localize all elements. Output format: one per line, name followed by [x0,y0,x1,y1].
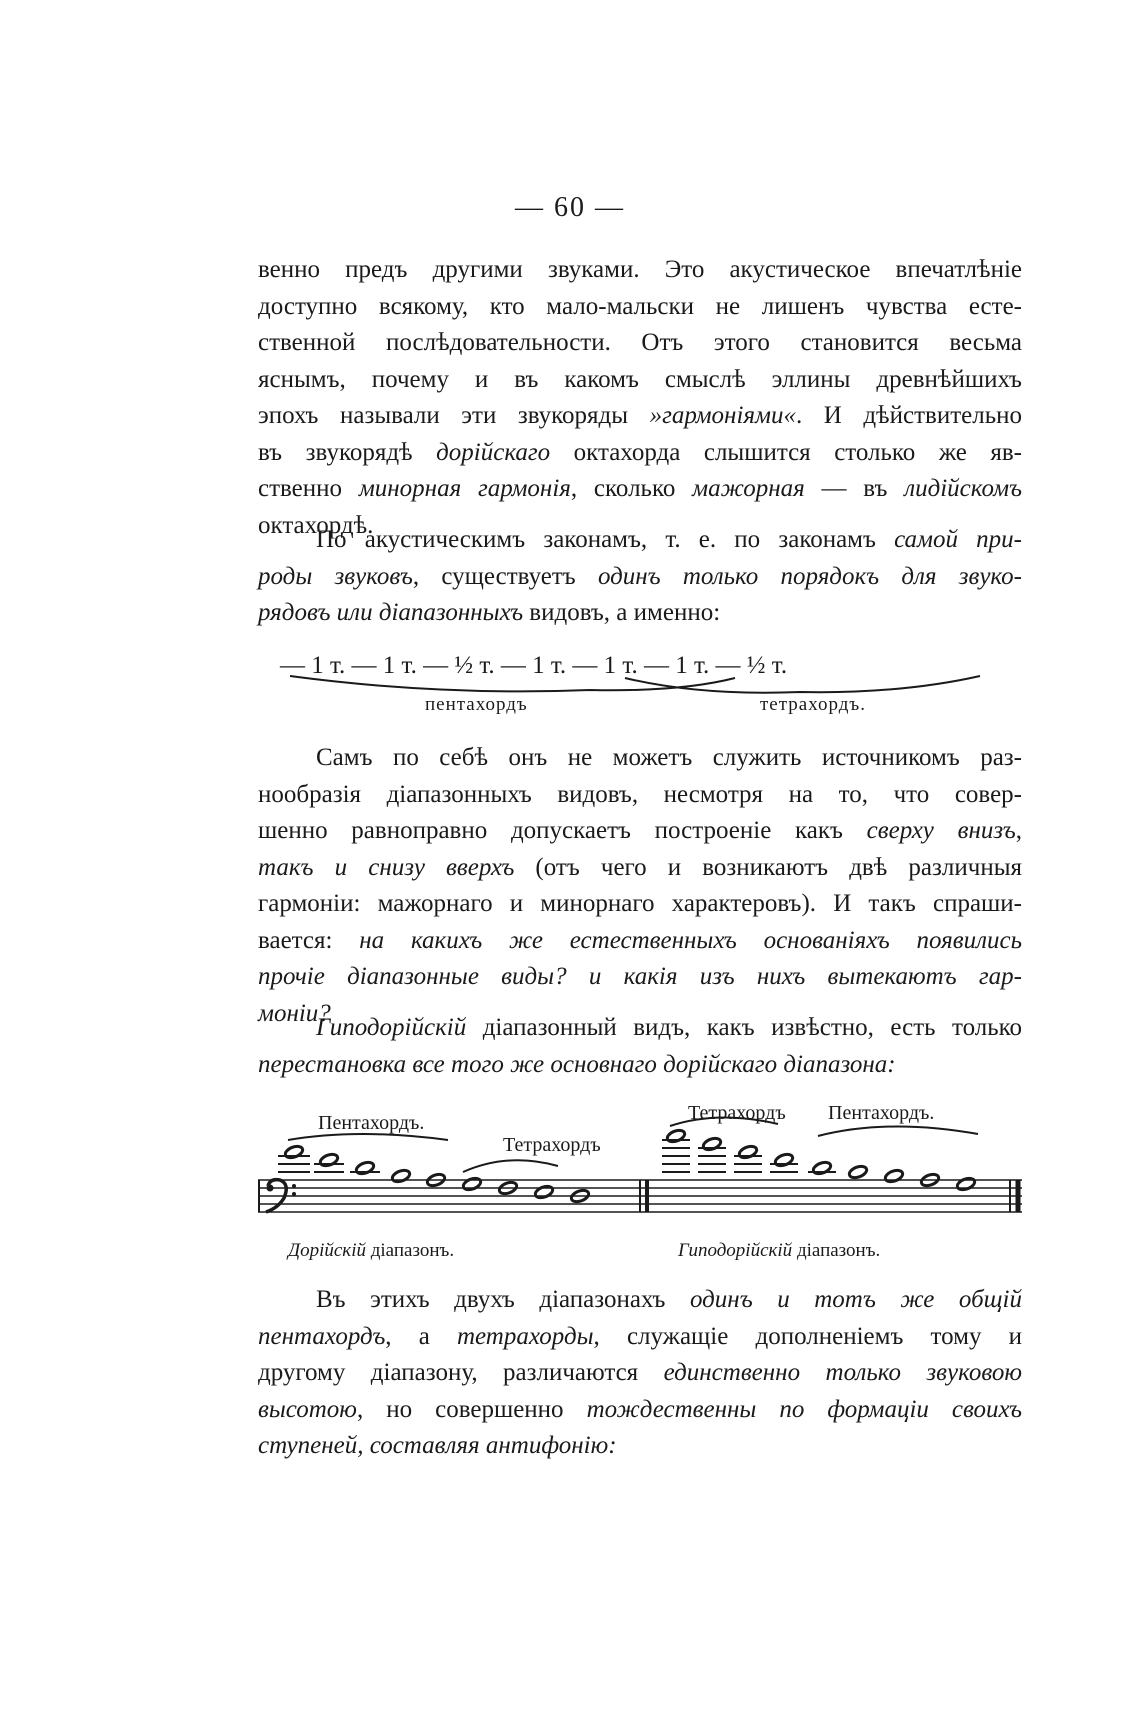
note [534,1184,554,1200]
hypodorian-caption-rest: діапазонъ. [792,1240,881,1261]
text-line [258,559,1022,596]
right-pentachord-slur [818,1126,978,1136]
text-fragment: эпохъ называли эти звукоряды [258,402,650,429]
left-tetrachord-slur [463,1160,558,1172]
text-fragment: Самъ по себѣ онъ не можетъ служить источникомъ раз- [316,744,1022,771]
italic-text: одинъ только порядокъ для звуко- [597,562,1022,590]
scale-brackets [280,674,1020,700]
hypodorian-caption-name: Гиподорійскій [678,1240,793,1261]
note [702,1136,722,1152]
text-fragment: По акустическимъ законамъ, т. е. по законамъ [316,526,895,553]
italic-text: тождественны по формаціи своихъ [586,1395,1022,1423]
text-line [258,252,1022,289]
italic-text: ступеней, составляя антифонію: [258,1432,617,1459]
note [812,1160,832,1176]
text-line [258,777,1022,814]
text-line [258,1282,1022,1319]
dorian-caption [288,1240,454,1262]
text-fragment: гармоніи: мажорнаго и минорнаго характеровъ). И такъ спраши- [258,890,1022,917]
page-number: — 60 — [515,192,625,223]
note [884,1168,904,1184]
left-pentachord-slur [288,1134,448,1140]
text-fragment: , сколько [570,475,693,502]
interval-sequence: — 1 т. — 1 т. — ½ т. — 1 т. — 1 т. — 1 т. — ½ т. [280,652,788,679]
text-fragment: , существуетъ [412,562,598,590]
text-line [258,325,1022,362]
italic-text: дорійскаго [436,438,551,466]
text-line [258,522,1022,559]
chord-slurs [288,1117,978,1172]
italic-text: единственно только звуковою [663,1359,1022,1386]
note [319,1152,339,1168]
italic-text: мажорная [692,475,805,502]
italic-text: перестановка все того же основнаго дорійскаго діапазона: [258,1050,896,1078]
text-line [258,1319,1022,1356]
text-line [258,1355,1022,1392]
text-fragment: вается: [258,926,360,954]
note [738,1144,758,1160]
italic-text: одинъ и тотъ же общій [689,1286,1022,1313]
text-line [258,923,1022,960]
note [774,1152,794,1168]
text-fragment: октахорда слышится столько же яв- [550,438,1022,466]
hypodorian-caption [678,1240,880,1262]
text-fragment: , а [385,1322,457,1350]
italic-text: лидійскомъ [904,475,1022,502]
paragraph-1 [258,252,1022,544]
text-line [258,1392,1022,1429]
left-pentachord-label: Пентахордъ. [318,1112,425,1134]
right-tetrachord-slur [670,1117,778,1126]
text-line [258,595,1022,632]
paragraph-5 [258,1282,1022,1465]
note [666,1128,686,1144]
italic-text: высотою [258,1395,357,1423]
text-line [258,435,1022,472]
text-line [258,1428,1022,1465]
note [462,1176,482,1192]
text-line [258,1047,1022,1084]
note [956,1176,976,1192]
text-fragment: , но совершенно [356,1395,587,1423]
italic-text: прочіе діапазонные виды? и какія изъ нихъ вытекаютъ гар- [258,963,1022,990]
italic-text: минорная гармонія [358,475,571,502]
text-fragment: (отъ чего и возникаютъ двѣ различныя [514,853,1022,881]
italic-text: моніи? [258,999,331,1027]
text-line [258,471,1022,508]
text-fragment: . И дѣйствительно [795,402,1022,429]
italic-text: сверху внизъ [866,817,1016,844]
text-fragment: ственной послѣдовательности. Отъ этого становится весьма [258,329,1022,356]
left-tetrachord-label: Тетрахордъ [503,1134,601,1156]
right-tetrachord-label: Тетрахордъ [688,1102,786,1124]
italic-text: рядовъ или діапазонныхъ [258,599,524,626]
text-line [258,289,1022,326]
text-fragment: венно предъ другими звуками. Это акустическое впечатлѣніе [258,256,1022,283]
paragraph-4 [258,1010,1022,1083]
text-fragment: Въ этихъ двухъ діапазонахъ [316,1286,690,1313]
italic-text: пентахордъ [258,1322,386,1350]
italic-text: »гармоніями« [649,402,796,429]
italic-text: самой при- [894,526,1022,553]
pentachord-label: пентахордъ [425,694,528,715]
whole-notes [284,1128,976,1204]
dorian-caption-name: Дорійскій [288,1240,366,1261]
paragraph-3 [258,740,1022,1032]
tetrachord-brace [625,676,980,693]
music-example [258,1100,1022,1270]
note [391,1168,411,1184]
text-line [258,959,1022,996]
pentachord-brace [290,676,735,691]
text-fragment: нообразія діапазонныхъ видовъ, несмотря на то, что совер- [258,780,1022,808]
text-fragment: діапазонный видъ, какъ извѣстно, есть только [466,1014,1022,1041]
text-line [258,362,1022,399]
text-fragment: другому діапазону, различаются [258,1359,664,1386]
paragraph-2 [258,522,1022,632]
note [848,1164,868,1180]
interval-scheme [280,652,1020,722]
italic-text: на какихъ же естественныхъ основаніяхъ появились [359,926,1022,954]
text-line [258,740,1022,777]
text-fragment: , [1015,817,1022,844]
note [284,1144,304,1160]
text-fragment: въ звукорядѣ [258,438,437,466]
text-fragment: , служащіе дополненіемъ тому и [593,1322,1022,1350]
text-line [258,813,1022,850]
text-line [258,886,1022,923]
italic-text: роды звуковъ [258,562,413,590]
text-fragment: доступно всякому, кто мало-мальски не лишенъ чувства есте- [258,292,1022,320]
tetrachord-label: тетрахордъ. [760,694,866,715]
right-pentachord-label: Пентахордъ. [828,1102,935,1124]
dorian-caption-rest: діапазонъ. [365,1240,455,1261]
italic-text: такъ и снизу вверхъ [258,853,515,881]
staff-notation [258,1100,1022,1240]
text-line [258,850,1022,887]
text-fragment: октахордѣ. [258,511,374,539]
text-fragment: — въ [804,475,905,502]
note [355,1160,375,1176]
italic-text: Гиподорійскій [316,1014,467,1041]
italic-text: тетрахорды [456,1322,594,1350]
text-line [258,1010,1022,1047]
text-fragment: ственно [258,475,359,502]
text-fragment: видовъ, а именно: [523,599,721,626]
text-fragment: яснымъ, почему и въ какомъ смыслѣ эллины древнѣйшихъ [258,365,1022,393]
text-fragment: шенно равноправно допускаетъ построеніе какъ [258,817,867,844]
text-line [258,398,1022,435]
